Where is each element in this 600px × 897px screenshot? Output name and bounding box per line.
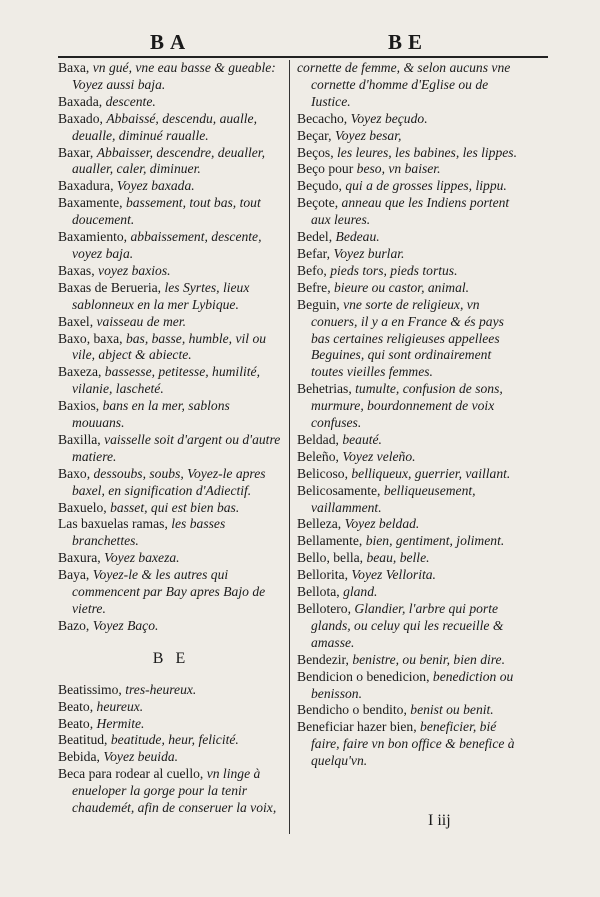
entry-headword: Baxas,: [58, 262, 99, 278]
dictionary-entry: [58, 500, 284, 517]
dictionary-entry: [58, 145, 284, 179]
entry-definition: beau, belle.: [366, 550, 430, 566]
dictionary-entry: [297, 567, 525, 584]
entry-definition: abbaissement, descente, voyez baja.: [72, 229, 262, 261]
entry-definition: Voyez burlar.: [333, 245, 405, 261]
entry-definition: vn gué, vne eau basse & gueable: Voyez aussi baja.: [72, 60, 276, 92]
dictionary-entry: [58, 111, 284, 145]
entry-headword: Bello, bella,: [297, 550, 367, 566]
dictionary-entry: [58, 466, 284, 500]
dictionary-entry: [58, 398, 284, 432]
entry-headword: Baxa,: [58, 60, 93, 75]
entry-headword: Baxar,: [58, 144, 97, 160]
entry-definition: Abbaissé, descendu, aualle, deualle, diminué raualle.: [72, 110, 257, 143]
entry-headword: Beçar,: [297, 127, 335, 143]
dictionary-entry: [297, 111, 525, 128]
dictionary-entry: [297, 178, 525, 195]
dictionary-entry: [297, 483, 525, 517]
dictionary-entry: [297, 297, 525, 382]
dictionary-entry: [58, 550, 284, 567]
dictionary-entry: [58, 60, 284, 94]
entry-definition: tres-heureux.: [125, 681, 197, 697]
section-title: B E: [152, 649, 190, 667]
entry-headword: Baxo,: [58, 465, 94, 481]
entry-definition: tumulte, confusion de sons, murmure, bourdonnement de voix confuses.: [311, 381, 503, 431]
entry-definition: vaisseau de mer.: [96, 313, 186, 329]
header-rule: [58, 56, 548, 58]
entry-headword: Las baxuelas ramas,: [58, 516, 172, 532]
dictionary-entry: [58, 682, 284, 699]
dictionary-entry: [297, 280, 525, 297]
dictionary-entry: [297, 601, 525, 652]
dictionary-entry: [58, 364, 284, 398]
dictionary-entry: [58, 178, 284, 195]
entry-headword: Becacho,: [297, 110, 351, 126]
entry-definition: bieure ou castor, animal.: [334, 279, 470, 295]
entry-definition: Voyez Baço.: [92, 617, 159, 633]
dictionary-entry: [58, 263, 284, 280]
entry-headword: Beços,: [297, 144, 338, 160]
entry-definition: voyez baxios.: [98, 262, 171, 278]
right-column: [297, 60, 525, 770]
dictionary-entry: [297, 128, 525, 145]
dictionary-entry: [297, 516, 525, 533]
dictionary-entry: [58, 567, 284, 618]
entry-definition: cornette de femme, & selon aucuns vne cornette d'homme d'Eglise ou de Iustice.: [297, 60, 511, 109]
entry-definition: benist ou benit.: [410, 702, 494, 718]
entry-definition: vn linge à enueloper la gorge pour la tenir chaudemét, afin de conseruer la voix,: [72, 766, 277, 816]
entry-definition: Voyez baxada.: [116, 178, 195, 194]
dictionary-entry: [58, 716, 284, 733]
entry-definition: Voyez beldad.: [344, 516, 420, 532]
dictionary-entry: [58, 618, 284, 635]
entry-headword: Beatissimo,: [58, 681, 126, 697]
entry-headword: Beato,: [58, 715, 97, 731]
entry-headword: Baxios,: [58, 398, 103, 414]
entry-definition: bassement, tout bas, tout doucement.: [72, 195, 261, 228]
entry-headword: Baxado,: [58, 110, 107, 126]
entry-headword: Baxuelo,: [58, 499, 111, 515]
entry-definition: bassesse, petitesse, humilité, vilanie, lascheté.: [72, 364, 260, 397]
entry-headword: Baxamiento,: [58, 229, 131, 245]
entry-headword: Baya,: [58, 567, 93, 583]
dictionary-entry: [297, 449, 525, 466]
entry-definition: Glandier, l'arbre qui porte glands, ou celuy qui les recueille & amasse.: [311, 601, 504, 650]
entry-headword: Bazo,: [58, 617, 93, 633]
dictionary-entry: [297, 381, 525, 432]
column-divider: [289, 60, 290, 834]
entry-headword: Baxadura,: [58, 178, 117, 194]
header-left: BA: [150, 30, 192, 54]
dictionary-entry: [297, 584, 525, 601]
dictionary-entry: [297, 145, 525, 162]
dictionary-entry: [58, 229, 284, 263]
entry-definition: belliqueux, guerrier, vaillant.: [351, 465, 511, 481]
entry-headword: Behetrias,: [297, 381, 356, 397]
entry-headword: Beato,: [58, 698, 97, 714]
entry-definition: Voyez Vellorita.: [351, 567, 436, 583]
dictionary-entry: [297, 246, 525, 263]
entry-definition: Voyez baxeza.: [104, 550, 180, 566]
entry-definition: heureux.: [96, 698, 144, 714]
dictionary-entry: [297, 550, 525, 567]
entry-headword: Beldad,: [297, 431, 343, 447]
dictionary-entry: [297, 195, 525, 229]
entry-headword: Bellotero,: [297, 601, 355, 616]
entry-headword: Baxas de Berueria,: [58, 279, 165, 295]
entry-headword: Bedel,: [297, 229, 336, 245]
entry-definition: vne sorte de religieux, vn conuers, il y a en France & és pays bas certaines religieuses appellees Beguines, qui sont ordinairement toutes vieilles femmes.: [311, 296, 504, 380]
entry-headword: Bellamente,: [297, 533, 366, 549]
entry-definition: belliqueusement, vaillamment.: [311, 482, 476, 515]
entry-definition: Voyez beuida.: [103, 749, 179, 765]
entry-definition: Voyez beçudo.: [350, 110, 428, 126]
left-column: [58, 60, 284, 817]
dictionary-entry: [297, 533, 525, 550]
entry-headword: Befre,: [297, 279, 334, 295]
entry-headword: Beatitud,: [58, 732, 111, 748]
dictionary-entry: [58, 314, 284, 331]
dictionary-entry: [58, 732, 284, 749]
dictionary-entry: [297, 432, 525, 449]
entry-headword: Baxilla,: [58, 431, 105, 447]
entry-definition: bans en la mer, sablons mouuans.: [72, 398, 230, 431]
entry-definition: gland.: [343, 584, 378, 600]
entry-definition: beso, vn baiser.: [356, 161, 441, 177]
dictionary-entry: [297, 161, 525, 178]
entry-definition: Voyez-le & les autres qui commencent par Bay apres Bajo de vietre.: [72, 567, 266, 616]
entry-headword: Belicosamente,: [297, 482, 384, 498]
entry-headword: Beguin,: [297, 296, 344, 312]
dictionary-entry: [297, 702, 525, 719]
entry-definition: beauté.: [342, 431, 382, 447]
entry-definition: les basses branchettes.: [72, 516, 226, 549]
entry-definition: basset, qui est bien bas.: [110, 499, 240, 515]
dictionary-entry: [58, 280, 284, 314]
entry-definition: anneau que les Indiens portent aux leures.: [311, 195, 510, 228]
header-right: BE: [388, 30, 429, 54]
running-header: [58, 30, 548, 54]
entry-headword: Bendicho o bendito,: [297, 702, 411, 718]
entry-headword: Belicoso,: [297, 465, 352, 481]
entry-definition: pieds tors, pieds tortus.: [330, 262, 458, 278]
entry-headword: Baxura,: [58, 550, 105, 566]
entry-headword: Belleza,: [297, 516, 345, 532]
entry-definition: Bedeau.: [335, 229, 380, 245]
dictionary-entry: [297, 669, 525, 703]
dictionary-entry: [58, 749, 284, 766]
dictionary-entry: [297, 719, 525, 770]
entry-headword: Baxamente,: [58, 195, 126, 211]
entry-headword: Bendicion o benedicion,: [297, 668, 433, 684]
entry-definition: Voyez veleño.: [342, 448, 416, 464]
dictionary-entry: [297, 60, 525, 111]
dictionary-entry: [58, 94, 284, 111]
dictionary-entry: [297, 229, 525, 246]
entry-definition: Voyez besar,: [334, 127, 402, 143]
entry-headword: Bellorita,: [297, 567, 352, 583]
entry-headword: Beçote,: [297, 195, 342, 211]
entry-definition: les Syrtes, lieux sablonneux en la mer Lybique.: [72, 279, 250, 312]
entry-definition: dessoubs, soubs, Voyez-le apres baxel, en signification d'Adiectif.: [72, 465, 266, 498]
entry-definition: descente.: [105, 93, 156, 109]
dictionary-entry: [58, 195, 284, 229]
entry-headword: Befar,: [297, 245, 334, 261]
dictionary-entry: [58, 432, 284, 466]
dictionary-entry: [58, 699, 284, 716]
dictionary-entry: [58, 516, 284, 550]
entry-definition: benistre, ou benir, bien dire.: [352, 651, 505, 667]
dictionary-entry: [58, 331, 284, 365]
dictionary-entry: [297, 466, 525, 483]
entry-headword: Beço pour: [297, 161, 357, 177]
entry-headword: Bellota,: [297, 584, 344, 600]
entry-headword: Beçudo,: [297, 178, 346, 194]
entry-definition: qui a de grosses lippes, lippu.: [345, 178, 507, 194]
entry-headword: Bebida,: [58, 749, 104, 765]
dictionary-entry: [297, 652, 525, 669]
signature-mark: I iij: [428, 812, 451, 829]
entry-headword: Befo,: [297, 262, 331, 278]
dictionary-entry: [297, 263, 525, 280]
entry-headword: Beleño,: [297, 448, 343, 464]
entry-headword: Baxeza,: [58, 364, 105, 380]
entry-definition: Hermite.: [96, 715, 145, 731]
entry-headword: Baxo, baxa,: [58, 330, 126, 346]
entry-headword: Beca para rodear al cuello,: [58, 766, 207, 782]
entry-headword: Baxel,: [58, 313, 97, 329]
entry-definition: beatitude, heur, felicité.: [110, 732, 239, 748]
entry-definition: Abbaisser, descendre, deualler, aualler, caler, diminuer.: [72, 144, 265, 177]
entry-headword: Baxada,: [58, 93, 106, 109]
entry-definition: bien, gentiment, joliment.: [365, 533, 505, 549]
entry-definition: beneficier, bié faire, faire vn bon office & benefice à quelqu'vn.: [311, 719, 515, 769]
entry-definition: benediction ou benisson.: [311, 668, 514, 701]
entry-definition: bas, basse, humble, vil ou vile, abject & abiecte.: [72, 330, 267, 363]
entry-definition: les leures, les babines, les lippes.: [337, 144, 517, 160]
dictionary-entry: [58, 766, 284, 817]
entry-headword: Bendezir,: [297, 651, 353, 667]
entry-definition: vaisselle soit d'argent ou d'autre matiere.: [72, 431, 281, 464]
entry-headword: Beneficiar hazer bien,: [297, 719, 421, 735]
